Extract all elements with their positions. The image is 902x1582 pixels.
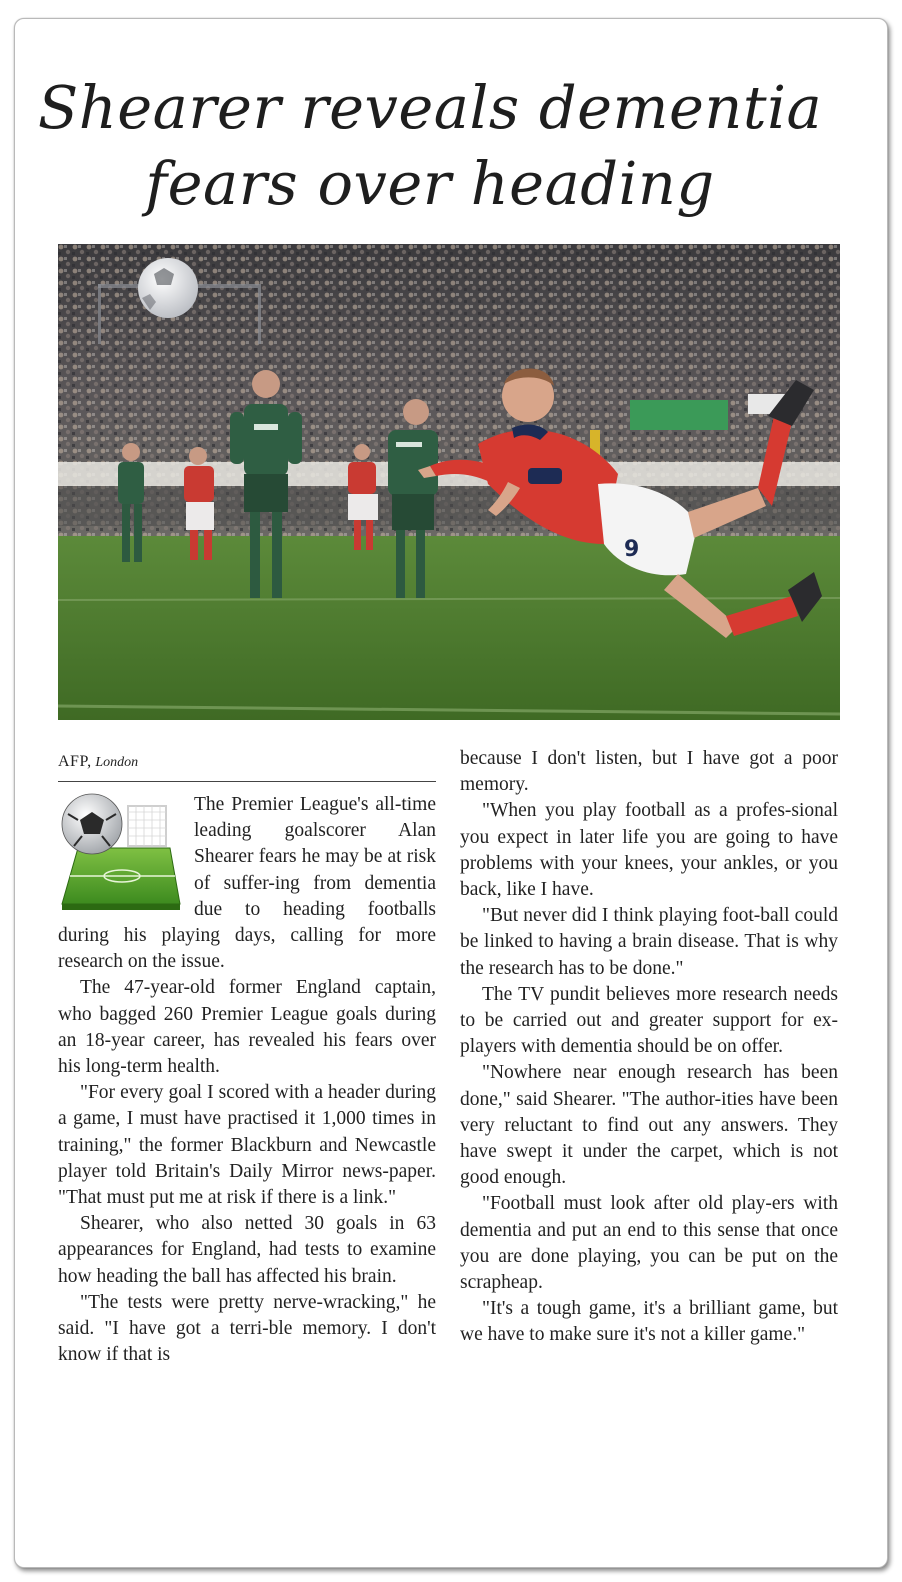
byline (58, 752, 436, 782)
byline-city: London (95, 755, 139, 770)
banner (630, 400, 728, 430)
article-column-right (460, 746, 838, 1349)
football-pitch-icon (58, 792, 184, 912)
paragraph: The Premier League's all-time leading goalscorer Alan Shearer fears he may be at risk of suffer-ing from dementia due to heading footballs during his playing days, calling for more research on the issue. (58, 794, 436, 973)
paragraph: "For every goal I scored with a header during a game, I must have practised it 1,000 times in training," the former Blackburn and Newcastle player told Britain's Daily Mirror news-paper. "That must put me at risk if there is a link." (58, 1082, 436, 1209)
paragraph: "Nowhere near enough research has been done," said Shearer. "The author-ities have been very reluctant to find out any answers. They have swept it under the carpet, which is not good enough. (460, 1062, 838, 1189)
football (138, 258, 198, 318)
paragraph: "But never did I think playing foot-ball could be linked to having a brain disease. That is why the research has to be done." (460, 905, 838, 979)
paragraph: Shearer, who also netted 30 goals in 63 appearances for England, had tests to examine how heading the ball has affected his brain. (58, 1213, 436, 1287)
paragraph: "It's a tough game, it's a brilliant game, but we have to make sure it's not a killer game." (460, 1298, 838, 1346)
paragraph: "When you play football as a profes-sional you expect in later life you are going to have problems with your knees, your ankles, or you back, like I have. (460, 800, 838, 901)
paragraph: The 47-year-old former England captain, who bagged 260 Premier League goals during an 18-year career, has revealed his fears over his long-term health. (58, 977, 436, 1078)
paragraph: because I don't listen, but I have got a poor memory. (460, 748, 838, 796)
shirt-number: 9 (624, 537, 640, 562)
byline-agency: AFP, (58, 753, 92, 770)
article-column-left (58, 752, 436, 1368)
article-photo (58, 244, 840, 720)
paragraph: "The tests were pretty nerve-wracking," he said. "I have got a terri-ble memory. I don't know if that is (58, 1291, 436, 1366)
paragraph: The TV pundit believes more research needs to be carried out and greater support for ex-players with dementia should be on offer. (460, 983, 838, 1058)
headline: Shearer reveals dementia fears over heading (37, 73, 823, 218)
paragraph: "Football must look after old play-ers with dementia and put an end to this sense that once you are done playing, you can be put on the scrapheap. (460, 1193, 838, 1294)
